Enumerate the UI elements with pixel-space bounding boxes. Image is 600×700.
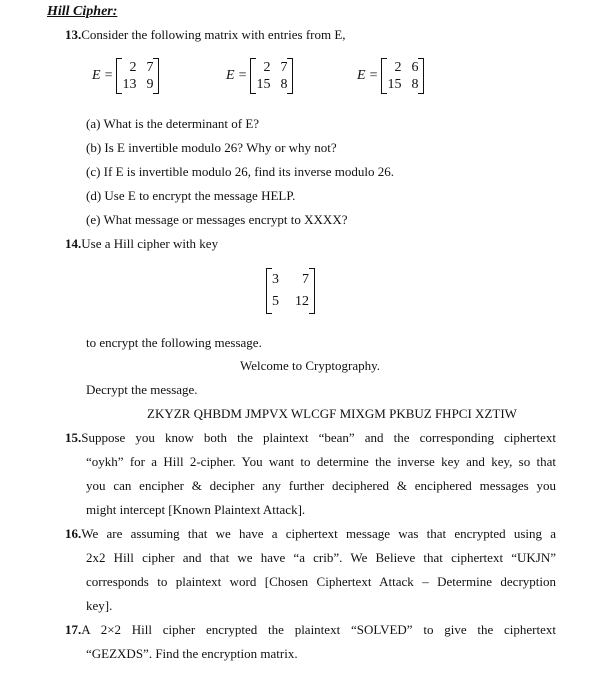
matrix-cell: 7 [302,272,309,287]
question-number: 14. [65,236,82,251]
question-number: 16. [65,526,82,541]
question-16-line: 2x2 Hill cipher and that we have “a crib”. We Believe that ciphertext “UKJN” [86,550,556,565]
question-text: Use a Hill cipher with key [81,236,219,251]
matrix-body [381,58,424,94]
equals-sign: = [369,68,378,83]
matrix-cell: 15 [387,77,402,92]
part-d: (d) Use E to encrypt the message HELP. [86,188,296,203]
matrix-label: E [226,68,235,83]
key-matrix [266,268,315,314]
matrix-cell: 13 [122,77,137,92]
question-14 [65,236,218,252]
matrix-body [250,58,293,94]
matrix-cell: 9 [146,77,154,92]
plaintext-message: Welcome to Cryptography. [240,358,380,373]
encrypt-instruction: to encrypt the following message. [86,335,262,350]
matrix-cell: 7 [146,60,154,75]
question-17 [65,622,556,638]
question-17-line: “GEZXDS”. Find the encryption matrix. [86,646,298,661]
ciphertext-message: ZKYZR QHBDM JMPVX WLCGF MIXGM PKBUZ FHPCI XZTIW [147,406,517,421]
question-text: A 2×2 Hill cipher encrypted the plaintext “SOLVED” to give the ciphertext [81,622,556,637]
matrix-cell: 8 [411,77,419,92]
matrix-cell: 12 [295,294,309,309]
question-15-line: might intercept [Known Plaintext Attack]. [86,502,306,517]
matrix-body [116,58,159,94]
matrix-cell: 5 [272,294,279,309]
matrix-e1 [92,58,159,94]
section-heading: Hill Cipher: [47,4,118,19]
part-e: (e) What message or messages encrypt to XXXX? [86,212,348,227]
matrix-cell: 7 [280,60,288,75]
question-text: Consider the following matrix with entries from E, [81,27,346,42]
question-text: We are assuming that we have a ciphertext message was that encrypted using a [81,526,556,541]
matrix-body [266,268,315,314]
part-c: (c) If E is invertible modulo 26, find its inverse modulo 26. [86,164,394,179]
question-number: 15. [65,430,82,445]
part-b: (b) Is E invertible modulo 26? Why or why not? [86,140,337,155]
matrix-label: E [92,68,101,83]
question-16-line: key]. [86,598,113,613]
equals-sign: = [238,68,247,83]
matrix-cell: 2 [394,60,402,75]
matrix-cell: 8 [280,77,288,92]
matrix-e3 [357,58,424,94]
matrix-cell: 6 [411,60,419,75]
question-15-line: you can encipher & decipher any further deciphered & enciphered messages you [86,478,556,493]
question-number: 13. [65,27,82,42]
matrix-cell: 2 [263,60,271,75]
matrix-label: E [357,68,366,83]
matrix-cell: 2 [129,60,137,75]
question-16 [65,526,556,542]
question-13 [65,27,346,43]
question-number: 17. [65,622,82,637]
question-15-line: “oykh” for a Hill 2-cipher. You want to determine the inverse key and key, so that [86,454,556,469]
equals-sign: = [104,68,113,83]
decrypt-instruction: Decrypt the message. [86,382,198,397]
part-a: (a) What is the determinant of E? [86,116,260,131]
question-15 [65,430,556,446]
question-16-line: corresponds to plaintext word [Chosen Ciphertext Attack – Determine decryption [86,574,556,589]
matrix-cell: 15 [256,77,271,92]
matrix-cell: 3 [272,272,279,287]
question-text: Suppose you know both the plaintext “bean” and the corresponding ciphertext [81,430,556,445]
matrix-e2 [226,58,293,94]
